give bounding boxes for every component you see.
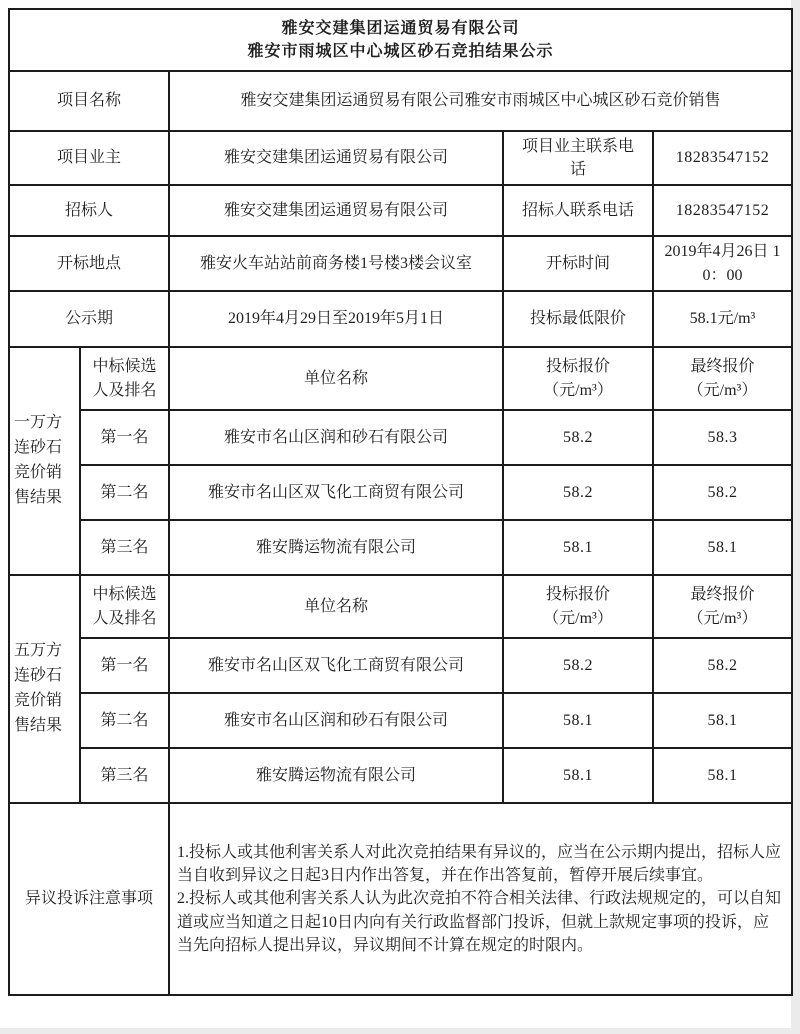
final-price-cell: 58.1 — [653, 520, 792, 575]
rank-cell: 第一名 — [80, 410, 169, 465]
company-cell: 雅安市名山区双飞化工商贸有限公司 — [169, 638, 503, 693]
title-row — [9, 9, 792, 71]
notice-paragraph-1: 1.投标人或其他利害关系人对此次竞拍结果有异议的，应当在公示期内提出，招标人应当自收到异议之日起3日内作出答复，并在作出答复前，暂停开展后续事宜。 — [177, 844, 782, 885]
section2-company-header: 单位名称 — [169, 575, 503, 638]
auction-result-table — [8, 8, 793, 996]
opening-place-label: 开标地点 — [9, 236, 169, 291]
page-title — [9, 9, 792, 71]
section1-header-row — [9, 347, 792, 410]
bid-price-cell: 58.1 — [503, 693, 653, 748]
publicity-period-label: 公示期 — [9, 291, 169, 347]
section1-rank-header: 中标候选人及排名 — [80, 347, 169, 410]
section1-final-header: 最终报价 （元/m³） — [653, 347, 792, 410]
section2-final-header: 最终报价 （元/m³） — [653, 575, 792, 638]
project-name-value: 雅安交建集团运通贸易有限公司雅安市雨城区中心城区砂石竞价销售 — [169, 71, 792, 131]
publicity-period-value: 2019年4月29日至2019年5月1日 — [169, 291, 503, 347]
final-price-cell: 58.2 — [653, 465, 792, 520]
final-price-cell: 58.1 — [653, 693, 792, 748]
bid-price-cell: 58.2 — [503, 465, 653, 520]
bid-price-cell: 58.1 — [503, 748, 653, 803]
opening-place-value: 雅安火车站站前商务楼1号楼3楼会议室 — [169, 236, 503, 291]
opening-time-value: 2019年4月26日 10：00 — [653, 236, 792, 291]
section2-row-2 — [9, 693, 792, 748]
rank-cell: 第一名 — [80, 638, 169, 693]
rank-cell: 第三名 — [80, 748, 169, 803]
project-name-label: 项目名称 — [9, 71, 169, 131]
section2-header-row — [9, 575, 792, 638]
rank-cell: 第二名 — [80, 693, 169, 748]
company-cell: 雅安市名山区润和砂石有限公司 — [169, 410, 503, 465]
section2-bid-header: 投标报价 （元/m³） — [503, 575, 653, 638]
tenderer-row — [9, 185, 792, 236]
company-cell: 雅安市名山区润和砂石有限公司 — [169, 693, 503, 748]
rank-cell: 第二名 — [80, 465, 169, 520]
final-price-cell: 58.2 — [653, 638, 792, 693]
section1-company-header: 单位名称 — [169, 347, 503, 410]
final-price-cell: 58.1 — [653, 748, 792, 803]
owner-phone-value: 18283547152 — [653, 131, 792, 185]
project-owner-value: 雅安交建集团运通贸易有限公司 — [169, 131, 503, 185]
company-cell: 雅安市名山区双飞化工商贸有限公司 — [169, 465, 503, 520]
notice-paragraph-2: 2.投标人或其他利害关系人认为此次竞拍不符合相关法律、行政法规规定的，可以自知道或应当知道之日起10日内向有关行政监督部门投诉，但就上款规定事项的投诉，应当先向招标人提出异议，异议期间不计算在规定的时限内。 — [177, 890, 782, 954]
section2-row-1 — [9, 638, 792, 693]
tenderer-phone-value: 18283547152 — [653, 185, 792, 236]
rank-cell: 第三名 — [80, 520, 169, 575]
section2-side-label: 五万方连砂石竞价销售结果 — [9, 575, 80, 803]
publicity-period-row — [9, 291, 792, 347]
final-price-cell: 58.3 — [653, 410, 792, 465]
title-line-1: 雅安交建集团运通贸易有限公司 — [281, 19, 520, 37]
bid-price-cell: 58.2 — [503, 638, 653, 693]
project-owner-label: 项目业主 — [9, 131, 169, 185]
objection-notice-text — [169, 803, 792, 995]
section1-row-2 — [9, 465, 792, 520]
min-price-value: 58.1元/m³ — [653, 291, 792, 347]
opening-place-row — [9, 236, 792, 291]
owner-phone-label: 项目业主联系电话 — [503, 131, 653, 185]
company-cell: 雅安腾运物流有限公司 — [169, 520, 503, 575]
objection-notice-row — [9, 803, 792, 995]
section2-rank-header: 中标候选人及排名 — [80, 575, 169, 638]
opening-time-label: 开标时间 — [503, 236, 653, 291]
page-edge-bottom — [0, 1028, 800, 1034]
tenderer-phone-label: 招标人联系电话 — [503, 185, 653, 236]
objection-notice-label: 异议投诉注意事项 — [9, 803, 169, 995]
section1-side-label: 一万方连砂石竞价销售结果 — [9, 347, 80, 575]
min-price-label: 投标最低限价 — [503, 291, 653, 347]
bid-price-cell: 58.2 — [503, 410, 653, 465]
section1-bid-header: 投标报价 （元/m³） — [503, 347, 653, 410]
section2-row-3 — [9, 748, 792, 803]
bid-price-cell: 58.1 — [503, 520, 653, 575]
section1-row-3 — [9, 520, 792, 575]
project-owner-row — [9, 131, 792, 185]
section1-row-1 — [9, 410, 792, 465]
company-cell: 雅安腾运物流有限公司 — [169, 748, 503, 803]
title-line-2: 雅安市雨城区中心城区砂石竞拍结果公示 — [247, 43, 554, 60]
tenderer-label: 招标人 — [9, 185, 169, 236]
project-name-row — [9, 71, 792, 131]
tenderer-value: 雅安交建集团运通贸易有限公司 — [169, 185, 503, 236]
